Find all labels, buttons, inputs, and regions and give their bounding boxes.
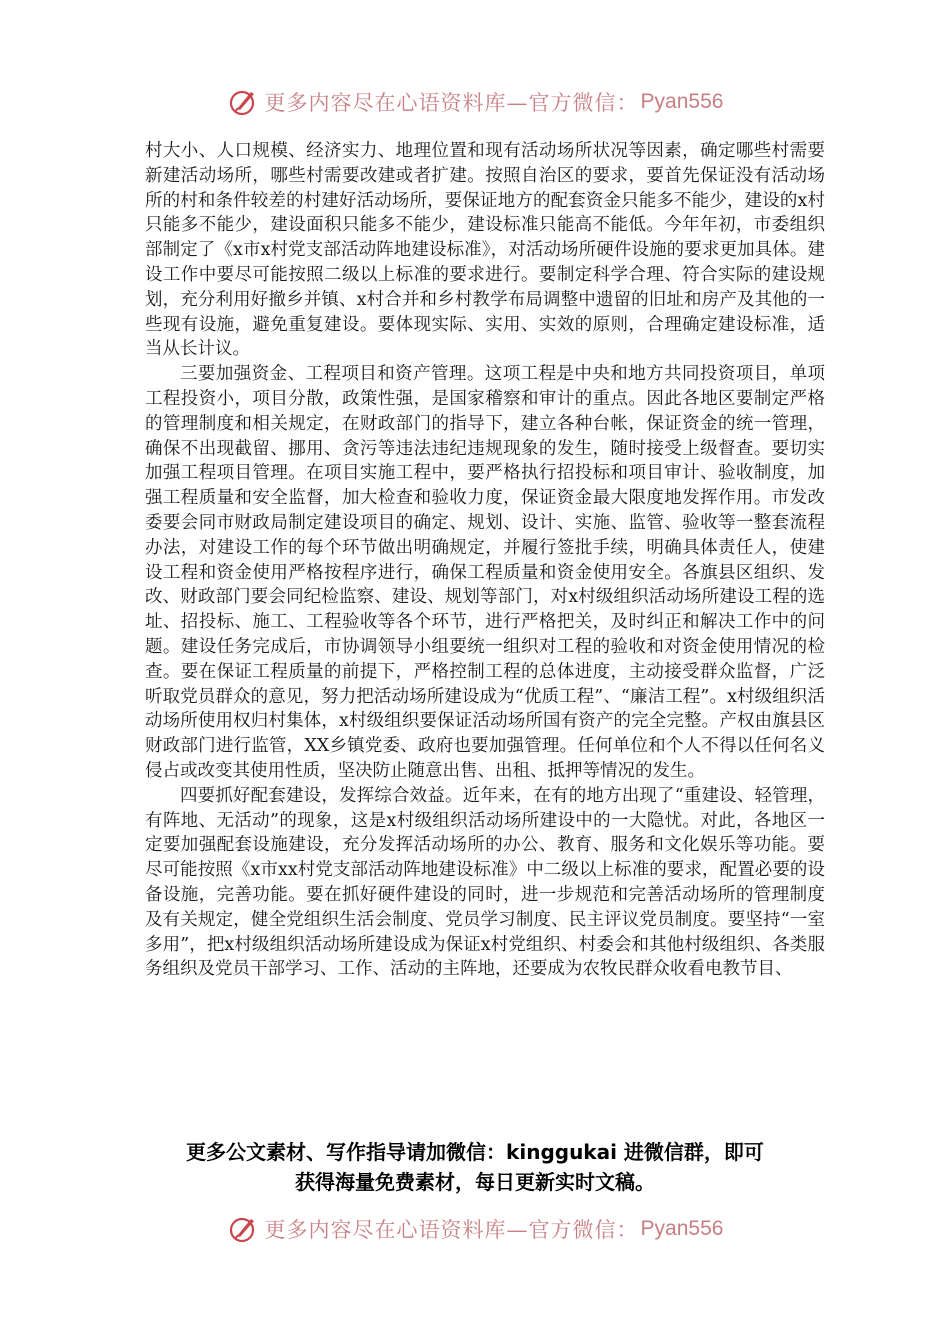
watermark-text: 更多内容尽在心语资料库—官方微信：: [264, 1218, 639, 1242]
paragraph-four: 四要抓好配套建设，发挥综合效益。近年来，在有的地方出现了“重建设、轻管理，有阵地、无活动”的现象，这是x村级组织活动场所建设中的一大隐忧。对此，各地区一定要加强配套设施建设，充分发挥活动场所的办公、教育、服务和文化娱乐等功能。要尽可能按照《x市xx村党支部活动阵地建设标准》中二级以上标准的要求，配置必要的设备设施，完善功能。要在抓好硬件建设的同时，进一步规范和完善活动场所的管理制度及有关规定，健全党组织生活会制度、党员学习制度、民主评议党员制度。要坚持“一室多用”，把x村级组织活动场所建设成为保证x村党组织、村委会和其他村级组织、各类服务组织及党员干部学习、工作、活动的主阵地，还要成为农牧民群众收看电教节目、: [145, 785, 825, 980]
promo-line-1: 更多公文素材、写作指导请加微信：kinggukai 进微信群，即可: [186, 1140, 764, 1164]
promo-notice: [0, 1137, 950, 1197]
quill-pen-circle-icon: [227, 1213, 259, 1245]
document-body: [145, 139, 825, 982]
footer-watermark: [0, 1209, 950, 1249]
promo-line-2: 获得海量免费素材，每日更新实时文稿。: [295, 1170, 655, 1194]
paragraph-continued: 村大小、人口规模、经济实力、地理位置和现有活动场所状况等因素，确定哪些村需要新建活动场所，哪些村需要改建或者扩建。按照自治区的要求，要首先保证没有活动场所的村和条件较差的村建好活动场所，要保证地方的配套资金只能多不能少，建设的x村只能多不能少，建设面积只能多不能少，建设标准只能高不能低。今年年初，市委组织部制定了《x市x村党支部活动阵地建设标准》，对活动场所硬件设施的要求更加具体。建设工作中要尽可能按照二级以上标准的要求进行。要制定科学合理、符合实际的建设规划，充分利用好撤乡并镇、x村合并和乡村教学布局调整中遗留的旧址和房产及其他的一些现有设施，避免重复建设。要体现实际、实用、实效的原则，合理确定建设标准，适当从长计议。: [145, 141, 825, 360]
header-watermark: [0, 82, 950, 122]
paragraph-three: 三要加强资金、工程项目和资产管理。这项工程是中央和地方共同投资项目，单项工程投资小，项目分散，政策性强，是国家稽察和审计的重点。因此各地区要制定严格的管理制度和相关规定，在财政部门的指导下，建立各种台帐，保证资金的统一管理，确保不出现截留、挪用、贪污等违法违纪违规现象的发生，随时接受上级督查。要切实加强工程项目管理。在项目实施工程中，要严格执行招投标和项目审计、验收制度，加强工程质量和安全监督，加大检查和验收力度，保证资金最大限度地发挥作用。市发改委要会同市财政局制定建设项目的确定、规划、设计、实施、监管、验收等一整套流程办法，对建设工作的每个环节做出明确规定，并履行签批手续，明确具体责任人，使建设工程和资金使用严格按程序进行，确保工程质量和资金使用安全。各旗县区组织、发改、财政部门要会同纪检监察、建设、规划等部门，对x村级组织活动场所建设工程的选址、招投标、施工、工程验收等各个环节，进行严格把关，及时纠正和解决工作中的问题。建设任务完成后，市协调领导小组要统一组织对工程的验收和对资金使用情况的检查。要在保证工程质量的前提下，严格控制工程的总体进度，主动接受群众监督，广泛听取党员群众的意见，努力把活动场所建设成为“优质工程”、“廉洁工程”。x村级组织活动场所使用权归村集体，x村级组织要保证活动场所国有资产的完全完整。产权由旗县区财政部门进行监管，XX乡镇党委、政府也要加强管理。任何单位和个人不得以任何名义侵占或改变其使用性质，坚决防止随意出售、出租、抵押等情况的发生。: [145, 364, 825, 781]
quill-pen-circle-icon: [227, 86, 259, 118]
watermark-text: 更多内容尽在心语资料库—官方微信：: [264, 91, 639, 115]
watermark-wechat-id: Pyan556: [640, 90, 724, 113]
watermark-wechat-id: Pyan556: [640, 1217, 724, 1240]
